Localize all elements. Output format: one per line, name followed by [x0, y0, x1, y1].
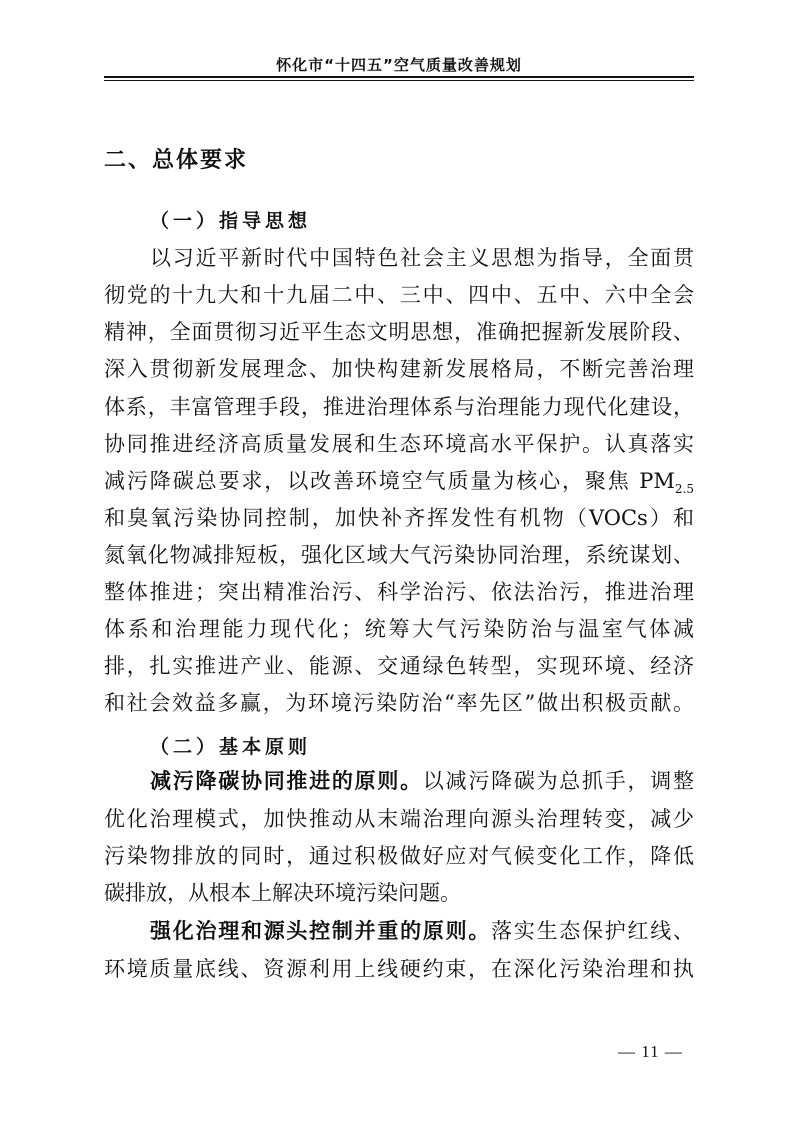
paragraph-line: 环境质量底线、资源利用上线硬约束，在深化污染治理和执 — [104, 957, 694, 981]
principle-2-title: 强化治理和源头控制并重的原则。 — [150, 919, 492, 943]
section-title: 二、总体要求 — [104, 148, 249, 173]
paragraph-line: 污染物排放的同时，通过积极做好应对气候变化工作，降低 — [104, 844, 694, 868]
paragraph-line: 优化治理模式，加快推动从末端治理向源头治理转变，减少 — [104, 807, 694, 831]
paragraph-line: 排，扎实推进产业、能源、交通绿色转型，实现环境、经济 — [104, 654, 694, 678]
pm-subscript: 2.5 — [674, 482, 694, 497]
subsection-title-guiding-ideology: （一）指导思想 — [150, 210, 312, 232]
paragraph-line: 体系，丰富管理手段，推进治理体系与治理能力现代化建设， — [104, 395, 694, 419]
principle-1-title: 减污降碳协同推进的原则。 — [150, 769, 423, 793]
running-header: 怀化市“十四五”空气质量改善规划 — [276, 56, 522, 74]
paragraph-line: 协同推进经济高质量发展和生态环境高水平保护。认真落实 — [104, 432, 694, 456]
paragraph-line: 彻党的十九大和十九届二中、三中、四中、五中、六中全会 — [104, 283, 694, 307]
page-number: — 11 — — [618, 1042, 683, 1061]
paragraph-line: 以习近平新时代中国特色社会主义思想为指导，全面贯 — [150, 246, 694, 270]
header-rule-thick — [104, 76, 694, 78]
paragraph-line: 深入贯彻新发展理念、加快构建新发展格局，不断完善治理 — [104, 357, 694, 381]
principle-1-text: 以减污降碳为总抓手，调整 — [422, 769, 695, 793]
paragraph-line: 精神，全面贯彻习近平生态文明思想，准确把握新发展阶段、 — [104, 320, 694, 344]
paragraph-line: 体系和治理能力现代化；统筹大气污染防治与温室气体减 — [104, 617, 694, 641]
paragraph-line: 和臭氧污染协同控制，加快补齐挥发性有机物（VOCs）和 — [104, 506, 694, 530]
header-rule-thin — [104, 80, 694, 81]
paragraph-line-pm25 — [104, 466, 694, 504]
paragraph-line: 和社会效益多赢，为环境污染防治“率先区”做出积极贡献。 — [104, 691, 694, 715]
subsection-title-basic-principles: （二）基本原则 — [150, 736, 312, 758]
paragraph-line: 碳排放，从根本上解决环境污染问题。 — [104, 881, 461, 905]
principle-2-text: 落实生态保护红线、 — [491, 919, 695, 943]
paragraph-line: 氮氧化物减排短板，强化区域大气污染协同治理，系统谋划、 — [104, 543, 694, 567]
principle-1-first-line — [150, 766, 694, 796]
pm-text: 减污降碳总要求，以改善环境空气质量为核心，聚焦 PM — [104, 469, 675, 493]
paragraph-line: 整体推进；突出精准治污、科学治污、依法治污，推进治理 — [104, 580, 694, 604]
principle-2-first-line — [150, 916, 694, 946]
